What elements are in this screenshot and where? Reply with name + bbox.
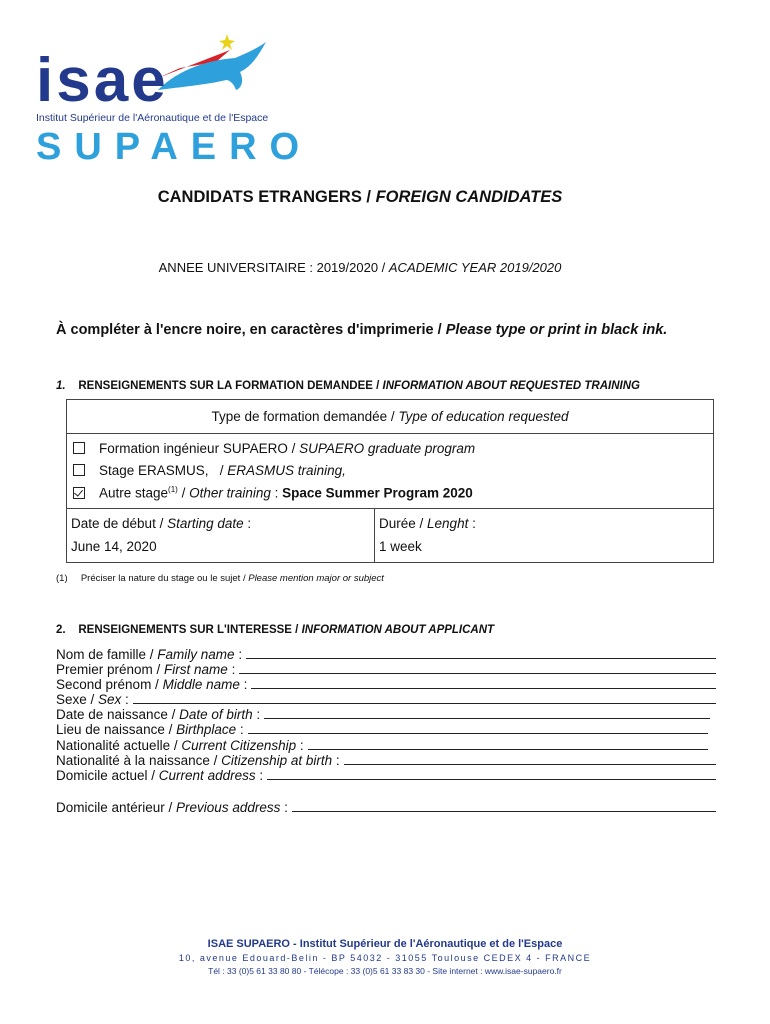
option-graduate-label: Formation ingénieur SUPAERO / xyxy=(99,441,300,456)
training-table xyxy=(66,399,714,563)
field-line[interactable] xyxy=(267,768,716,780)
option-other-sup: (1) xyxy=(168,485,178,494)
divider xyxy=(67,508,713,509)
section2-number: 2. xyxy=(56,624,66,636)
field-colon: : xyxy=(236,722,244,737)
field-label-italic: Previous address xyxy=(176,800,281,815)
field-label-italic: Family name xyxy=(157,647,235,662)
title-italic: FOREIGN CANDIDATES xyxy=(375,188,563,206)
field-line[interactable] xyxy=(239,662,716,674)
option-other-value: Space Summer Program 2020 xyxy=(282,485,473,501)
field-label-italic: Birthplace xyxy=(176,722,237,737)
field-label-italic: Middle name xyxy=(162,677,240,692)
duration-label-italic: Lenght xyxy=(427,516,469,531)
field-middle-name[interactable] xyxy=(56,677,716,693)
field-label-italic: First name xyxy=(164,662,228,677)
divider xyxy=(67,433,713,434)
start-label-italic: Starting date xyxy=(167,516,244,531)
start-date-value[interactable]: June 14, 2020 xyxy=(71,539,157,554)
field-label-italic: Date of birth xyxy=(179,707,253,722)
duration-value[interactable]: 1 week xyxy=(379,539,422,554)
field-colon: : xyxy=(255,768,264,783)
field-colon: : xyxy=(296,738,304,753)
footnote xyxy=(56,573,384,584)
field-previous-address[interactable] xyxy=(56,800,716,816)
field-birthplace[interactable] xyxy=(56,722,708,738)
option-erasmus-label: Stage ERASMUS, / xyxy=(99,463,228,478)
section1-label-italic: INFORMATION ABOUT REQUESTED TRAINING xyxy=(382,380,640,392)
field-date-of-birth[interactable] xyxy=(56,707,710,723)
field-line[interactable] xyxy=(344,753,716,765)
field-colon: : xyxy=(252,707,261,722)
field-label-italic: Citizenship at birth xyxy=(221,753,333,768)
duration-colon: : xyxy=(468,516,476,531)
field-label: Premier prénom / xyxy=(56,662,165,677)
checkbox-graduate[interactable] xyxy=(73,442,85,454)
field-colon: : xyxy=(121,692,129,707)
start-colon: : xyxy=(243,516,252,531)
field-label: Nationalité à la naissance / xyxy=(56,753,222,768)
field-first-name[interactable] xyxy=(56,662,716,678)
option-other-label: Autre stage xyxy=(99,485,169,501)
option-other-italic: Other training xyxy=(189,485,271,501)
field-label: Lieu de naissance / xyxy=(56,722,177,737)
field-label: Date de naissance / xyxy=(56,707,180,722)
academic-year xyxy=(0,260,720,275)
section1-number: 1. xyxy=(56,380,66,392)
field-line[interactable] xyxy=(264,707,710,719)
field-line[interactable] xyxy=(246,647,716,659)
field-label: Domicile antérieur / xyxy=(56,800,177,815)
duration-label-fr: Durée / xyxy=(379,516,428,531)
field-label-italic: Current address xyxy=(158,768,256,783)
field-line[interactable] xyxy=(251,677,716,689)
field-label: Nom de famille / xyxy=(56,647,158,662)
footnote-italic: Please mention major or subject xyxy=(248,573,384,584)
bird-icon xyxy=(158,42,266,90)
page-title xyxy=(0,188,720,207)
start-date-label xyxy=(71,516,251,531)
field-sex[interactable] xyxy=(56,692,716,708)
instruction-italic: Please type or print in black ink. xyxy=(445,322,668,338)
option-graduate[interactable] xyxy=(73,441,475,456)
option-graduate-italic: SUPAERO graduate program xyxy=(299,441,476,456)
field-colon: : xyxy=(227,662,236,677)
field-current-citizenship[interactable] xyxy=(56,738,708,754)
option-other-colon: : xyxy=(270,485,283,501)
logo xyxy=(30,28,313,168)
table-header-label: Type de formation demandée / xyxy=(211,409,399,424)
section1-heading xyxy=(56,380,640,392)
star-icon xyxy=(219,34,235,50)
table-header-italic: Type of education requested xyxy=(398,409,569,424)
footer-address: 10, avenue Edouard-Belin - BP 54032 - 31055 Toulouse CEDEX 4 - FRANCE xyxy=(178,953,592,963)
option-erasmus-italic: ERASMUS training, xyxy=(227,463,346,478)
footer-institution: ISAE SUPAERO - Institut Supérieur de l'Aéronautique et de l'Espace xyxy=(207,938,563,950)
field-label: Sexe / xyxy=(56,692,99,707)
field-label-italic: Sex xyxy=(98,692,122,707)
field-colon: : xyxy=(239,677,248,692)
field-citizenship-at-birth[interactable] xyxy=(56,753,716,769)
footnote-text: Préciser la nature du stage ou le sujet / xyxy=(80,573,249,584)
field-label: Domicile actuel / xyxy=(56,768,159,783)
instruction xyxy=(56,322,667,338)
field-line[interactable] xyxy=(308,738,708,750)
checkbox-other[interactable] xyxy=(73,487,85,499)
logo-name: SUPAERO xyxy=(36,126,313,168)
field-current-address[interactable] xyxy=(56,768,716,784)
start-label: Date de début / xyxy=(71,516,168,531)
checkbox-erasmus[interactable] xyxy=(73,464,85,476)
logo-subtitle: Institut Supérieur de l'Aéronautique et de l'Espace xyxy=(36,112,269,124)
field-line[interactable] xyxy=(292,800,716,812)
logo-wordmark: isae xyxy=(36,46,169,115)
table-header xyxy=(67,409,713,424)
section1-label: RENSEIGNEMENTS SUR LA FORMATION DEMANDEE / xyxy=(78,380,383,392)
instruction-main: À compléter à l'encre noire, en caractères d'imprimerie / xyxy=(56,322,446,338)
footer-contact: Tél : 33 (0)5 61 33 80 80 - Télécope : 33 (0)5 61 33 83 30 - Site internet : www.isae-supaero.fr xyxy=(208,966,562,976)
year-italic: ACADEMIC YEAR 2019/2020 xyxy=(388,260,562,275)
duration-label xyxy=(379,516,476,531)
option-erasmus[interactable] xyxy=(73,463,346,478)
field-line[interactable] xyxy=(248,722,708,734)
section2-label: RENSEIGNEMENTS SUR L'INTERESSE / xyxy=(78,624,302,636)
option-other[interactable] xyxy=(73,485,473,501)
option-other-sep: / xyxy=(177,485,190,501)
field-label: Second prénom / xyxy=(56,677,163,692)
field-colon: : xyxy=(280,800,288,815)
divider xyxy=(374,508,375,562)
title-main: CANDIDATS ETRANGERS / xyxy=(157,188,376,206)
footnote-number: (1) xyxy=(56,573,68,584)
year-main: ANNEE UNIVERSITAIRE : 2019/2020 / xyxy=(158,260,389,275)
field-line[interactable] xyxy=(133,692,716,704)
field-label: Nationalité actuelle / xyxy=(56,738,182,753)
field-colon: : xyxy=(332,753,340,768)
field-label-italic: Current Citizenship xyxy=(181,738,297,753)
section2-label-italic: INFORMATION ABOUT APPLICANT xyxy=(301,624,495,636)
section2-heading xyxy=(56,624,494,636)
field-family-name[interactable] xyxy=(56,647,716,663)
field-colon: : xyxy=(234,647,243,662)
